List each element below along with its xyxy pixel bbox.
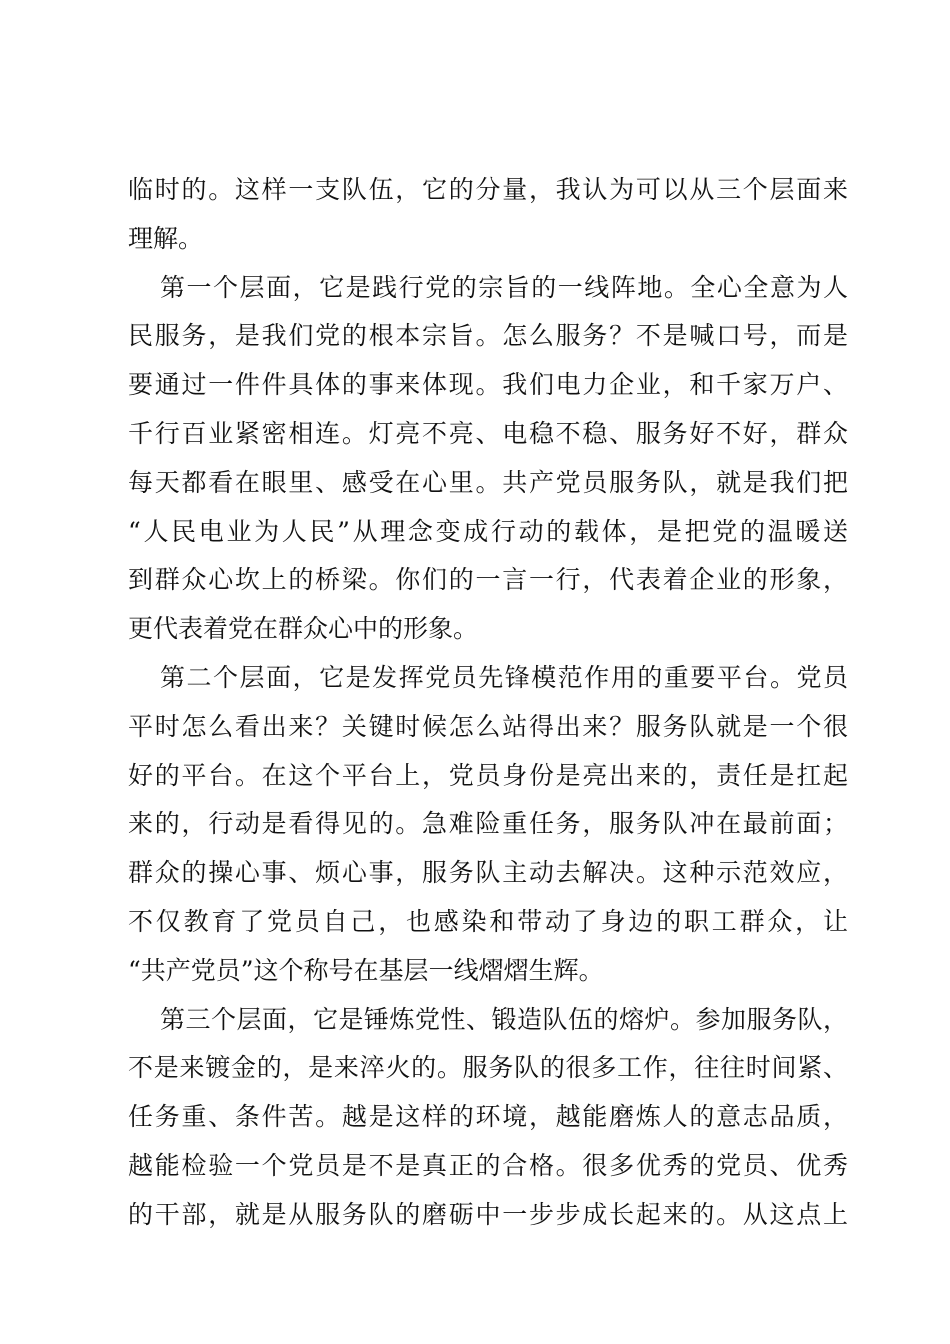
text-line: “共产党员”这个称号在基层一线熠熠生辉。: [128, 955, 604, 985]
text-line: 不仅教育了党员自己，也感染和带动了身边的职工群众，让: [128, 906, 848, 936]
text-line: 好的平台。在这个平台上，党员身份是亮出来的，责任是扛起: [128, 760, 848, 790]
text-line: 来的，行动是看得见的。急难险重任务，服务队冲在最前面；: [128, 809, 848, 839]
text-line: 理解。: [128, 223, 204, 253]
text-line: 每天都看在眼里、感受在心里。共产党员服务队，就是我们把: [128, 467, 848, 497]
text-line: 到群众心坎上的桥梁。你们的一言一行，代表着企业的形象，: [128, 565, 848, 595]
text-line: 不是来镀金的，是来淬火的。服务队的很多工作，往往时间紧、: [128, 1053, 848, 1083]
body-text: [128, 166, 848, 1240]
text-line: 平时怎么看出来？关键时候怎么站得出来？服务队就是一个很: [128, 711, 848, 741]
text-line: 任务重、条件苦。越是这样的环境，越能磨炼人的意志品质，: [128, 1102, 848, 1132]
text-line: 要通过一件件具体的事来体现。我们电力企业，和千家万户、: [128, 370, 848, 400]
text-line: 第三个层面，它是锤炼党性、锻造队伍的熔炉。参加服务队，: [160, 1004, 848, 1034]
text-line: 第一个层面，它是践行党的宗旨的一线阵地。全心全意为人: [160, 272, 848, 302]
text-line: 更代表着党在群众心中的形象。: [128, 614, 479, 644]
text-line: 的干部，就是从服务队的磨砺中一步步成长起来的。从这点上: [128, 1199, 848, 1229]
text-line: “人民电业为人民”从理念变成行动的载体，是把党的温暖送: [128, 516, 848, 546]
text-line: 越能检验一个党员是不是真正的合格。很多优秀的党员、优秀: [128, 1150, 848, 1180]
text-line: 群众的操心事、烦心事，服务队主动去解决。这种示范效应，: [128, 858, 848, 888]
text-line: 民服务，是我们党的根本宗旨。怎么服务？不是喊口号，而是: [128, 321, 848, 351]
text-line: 千行百业紧密相连。灯亮不亮、电稳不稳、服务好不好，群众: [128, 418, 848, 448]
text-line: 临时的。这样一支队伍，它的分量，我认为可以从三个层面来: [128, 175, 848, 204]
text-line: 第二个层面，它是发挥党员先锋模范作用的重要平台。党员: [160, 662, 848, 692]
